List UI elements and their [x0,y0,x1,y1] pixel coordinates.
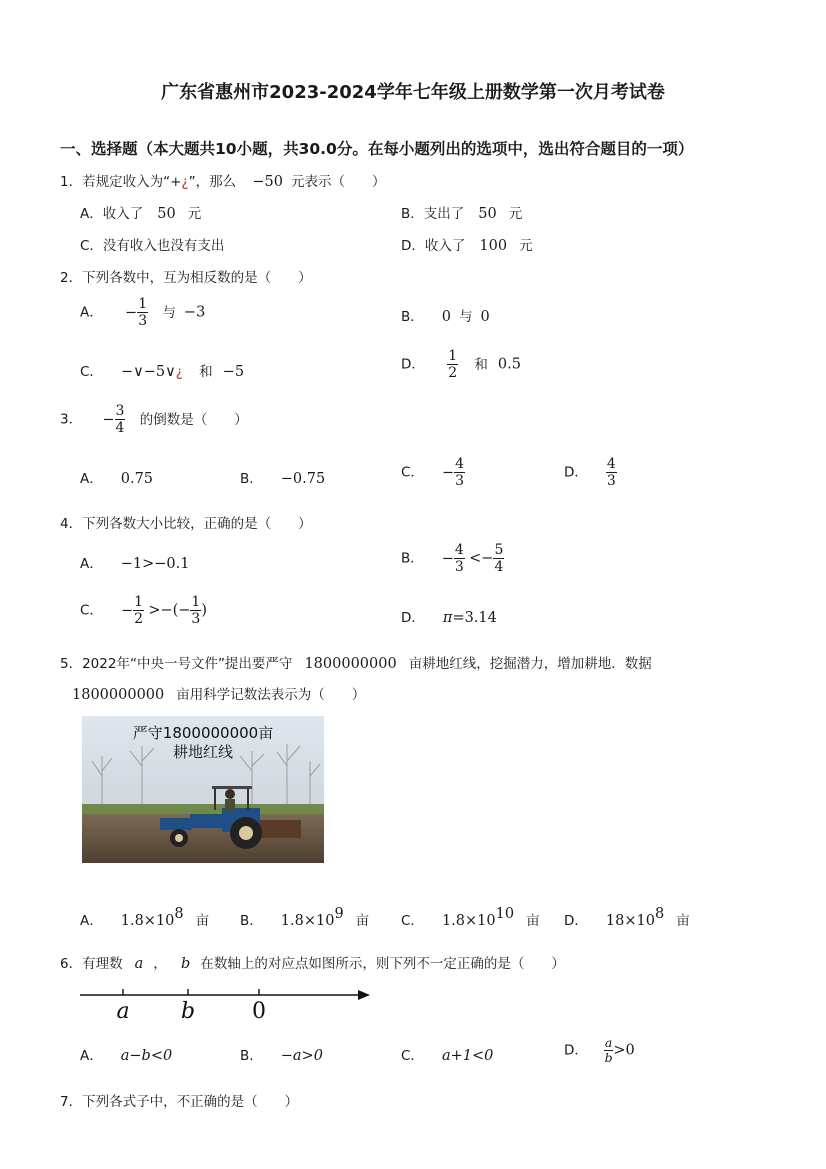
q5-option-d[interactable]: D． $18\times 10^8$ 亩 [564,906,690,929]
q2-option-d[interactable]: D． $\frac{1}{2}$ 和 0.5 [401,348,521,381]
q4-option-b[interactable]: B． − $\frac{4}{3}$ <− $\frac{5}{4}$ [401,542,504,575]
axis-label-b: b [180,999,196,1024]
question-5-stem-line2: 1800000000 亩用科学记数法表示为（ ） [72,687,366,703]
q6-option-d[interactable]: D． $\frac{a}{b}$ >0 [564,1035,635,1065]
question-5-stem-line1: 5．2022年“中央一号文件”提出要严守 1800000000 亩耕地红线，挖掘潜力，增加耕地．数据 [60,656,652,672]
q3-option-a[interactable]: A． 0.75 [80,471,154,487]
q1-option-d[interactable]: D．收入了 100 元 [401,238,533,254]
q3-option-b[interactable]: B． −0.75 [240,471,326,487]
q5-option-b[interactable]: B． $1.8\times 10^9$ 亩 [240,906,370,929]
question-2-stem: 2．下列各数中，互为相反数的是（ ） [60,270,312,286]
q2-option-b[interactable]: B． 0 与 0 [401,309,490,325]
q2-option-a[interactable]: A． − $\frac{1}{3}$ 与 −3 [80,296,206,329]
unknown-glyph: ¿ [181,174,189,190]
q4-option-d[interactable]: D． π=3.14 [401,610,497,626]
q4-option-c[interactable]: C． − $\frac{1}{2}$ >−(− $\frac{1}{3}$ ) [80,594,208,627]
photo-caption-line2: 耕地红线 [172,743,234,761]
section-heading: 一、选择题（本大题共10小题，共30.0分。在每小题列出的选项中，选出符合题目的一项） [60,140,694,158]
question-1-stem: 1．若规定收入为“+¿”，那么 −50 元表示（ ） [60,174,386,190]
q4-option-a[interactable]: A． −1>−0.1 [80,556,190,572]
q6-option-c[interactable]: C． a+1<0 [401,1048,494,1064]
photo-caption-line1: 严守1800000000亩 [132,724,274,742]
axis-label-a: a [116,999,130,1024]
q5-option-c[interactable]: C． $1.8\times 10^{10}$ 亩 [401,906,540,929]
q3-option-d[interactable]: D． $\frac{4}{3}$ [564,456,616,489]
q6-option-a[interactable]: A． a−b<0 [80,1048,173,1064]
question-3-stem: 3． − $\frac{3}{4}$ 的倒数是（ ） [60,403,248,436]
q1-option-b[interactable]: B．支出了 50 元 [401,206,523,222]
question-6-stem: 6．有理数 a ， b 在数轴上的对应点如图所示，则下列不一定正确的是（ ） [60,956,565,972]
question-7-stem: 7．下列各式子中，不正确的是（ ） [60,1094,299,1110]
unknown-glyph: ¿ [175,364,183,380]
exam-title: 广东省惠州市2023-2024学年七年级上册数学第一次月考试卷 [161,82,665,103]
q1-option-c[interactable]: C．没有收入也没有支出 [80,238,225,254]
q2-option-c[interactable]: C． −∨−5∨¿ 和 −5 [80,364,245,380]
q6-option-b[interactable]: B． −a>0 [240,1048,323,1064]
tractor-photo [82,716,324,863]
number-line-diagram [78,984,373,1024]
q1-option-a[interactable]: A．收入了 50 元 [80,206,202,222]
question-4-stem: 4．下列各数大小比较，正确的是（ ） [60,516,312,532]
axis-label-zero: 0 [252,999,266,1024]
q5-option-a[interactable]: A． $1.8\times 10^8$ 亩 [80,906,210,929]
q3-option-c[interactable]: C． − $\frac{4}{3}$ [401,456,465,489]
